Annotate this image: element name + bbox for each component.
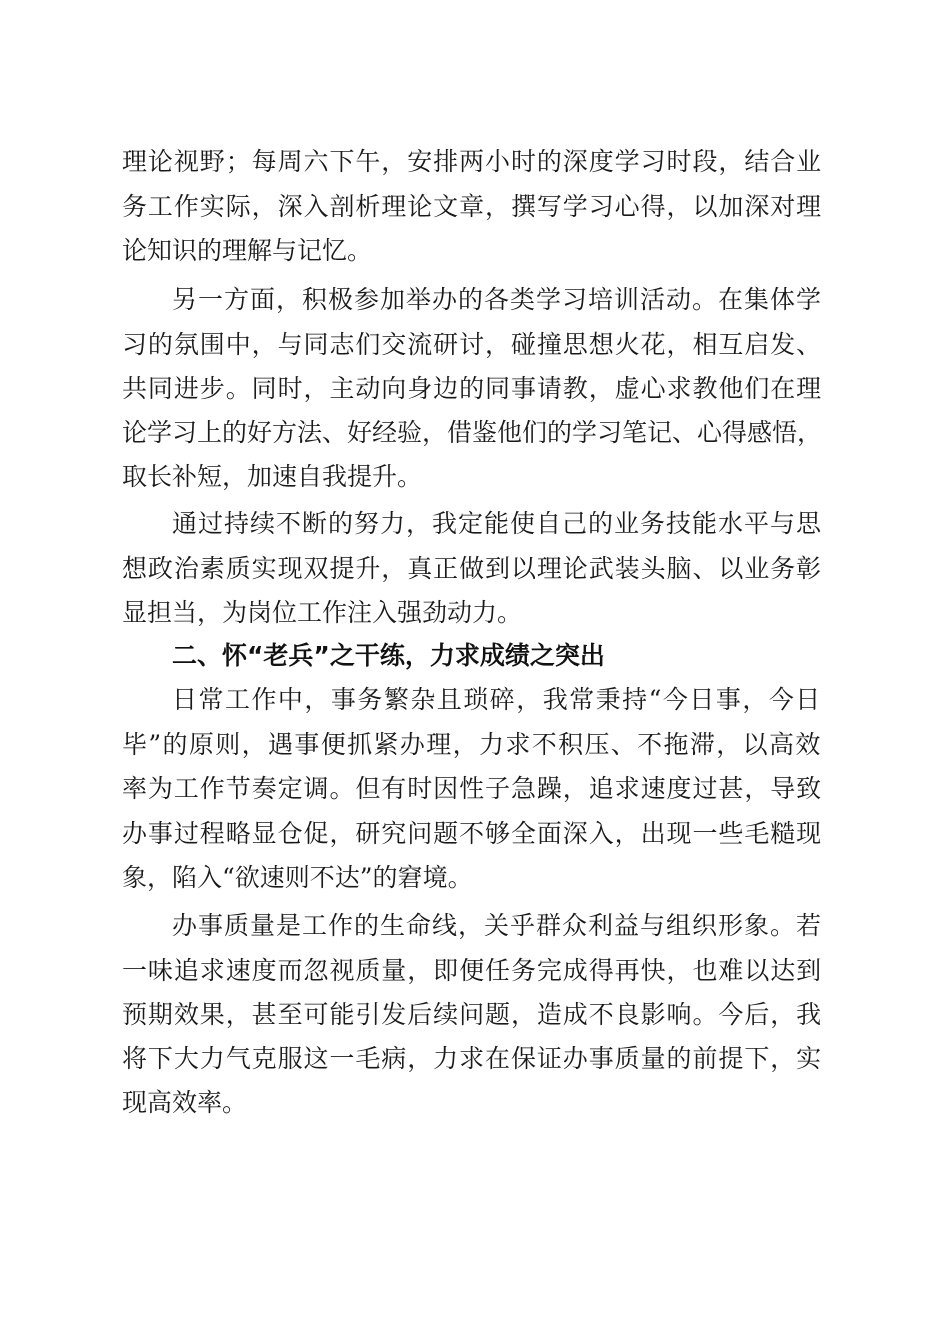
body-line: 象，陷入“欲速则不达”的窘境。 xyxy=(122,863,473,892)
body-line: 办事过程略显仓促，研究问题不够全面深入，出现一些毛糙现 xyxy=(122,819,823,848)
body-line: 毕”的原则，遇事便抓紧办理，力求不积压、不拖滞，以高效 xyxy=(122,730,822,759)
section-heading: 二、怀“老兵”之干练，力求成绩之突出 xyxy=(172,641,605,670)
body-line: 论学习上的好方法、好经验，借鉴他们的学习笔记、心得感悟， xyxy=(122,418,823,447)
body-line: 取长补短，加速自我提升。 xyxy=(122,462,423,491)
body-line: 日常工作中，事务繁杂且琐碎，我常秉持“今日事，今日 xyxy=(172,685,822,714)
body-line: 理论视野；每周六下午，安排两小时的深度学习时段，结合业 xyxy=(122,147,823,176)
body-line: 一味追求速度而忽视质量，即便任务完成得再快，也难以达到 xyxy=(122,956,823,985)
body-line: 现高效率。 xyxy=(122,1088,248,1117)
body-line: 习的氛围中，与同志们交流研讨，碰撞思想火花，相互启发、 xyxy=(122,330,823,359)
body-line: 预期效果，甚至可能引发后续问题，造成不良影响。今后，我 xyxy=(122,1000,823,1029)
body-line: 共同进步。同时，主动向身边的同事请教，虚心求教他们在理 xyxy=(122,374,823,403)
body-line: 通过持续不断的努力，我定能使自己的业务技能水平与思 xyxy=(172,509,823,538)
body-line: 将下大力气克服这一毛病，力求在保证办事质量的前提下，实 xyxy=(122,1044,823,1073)
body-line: 办事质量是工作的生命线，关乎群众利益与组织形象。若 xyxy=(172,911,823,940)
body-line: 想政治素质实现双提升，真正做到以理论武装头脑、以业务彰 xyxy=(122,554,823,583)
body-line: 显担当，为岗位工作注入强劲动力。 xyxy=(122,598,523,627)
body-line: 务工作实际，深入剖析理论文章，撰写学习心得，以加深对理 xyxy=(122,192,823,221)
body-line: 论知识的理解与记忆。 xyxy=(122,236,373,265)
body-line: 另一方面，积极参加举办的各类学习培训活动。在集体学 xyxy=(172,285,823,314)
body-line: 率为工作节奏定调。但有时因性子急躁，追求速度过甚，导致 xyxy=(122,774,823,803)
